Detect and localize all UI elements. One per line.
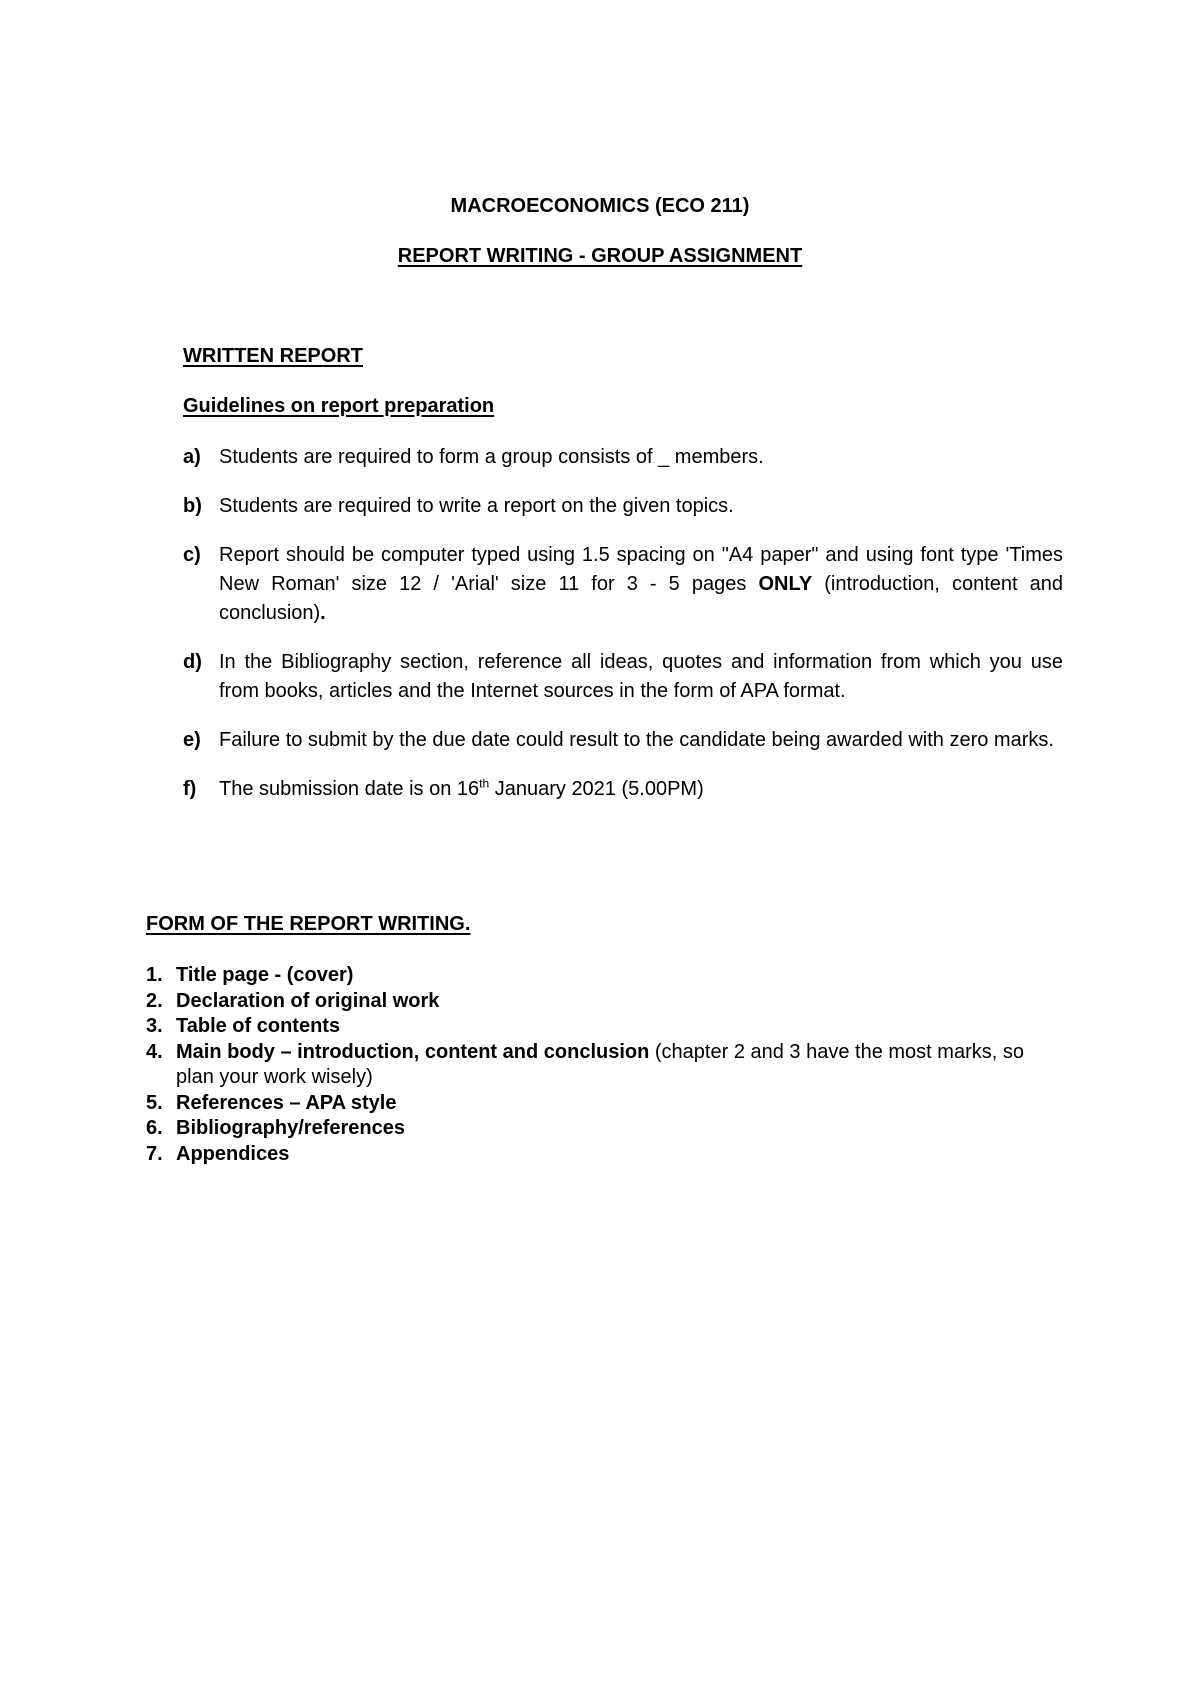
- guideline-label: a): [183, 446, 201, 468]
- guideline-item: [183, 492, 1063, 521]
- guideline-item: [183, 443, 1063, 472]
- form-item-number: 7.: [146, 1142, 163, 1165]
- guideline-item: [183, 541, 1063, 628]
- form-item-text: Appendices: [176, 1142, 290, 1165]
- form-item: [146, 963, 1046, 989]
- guideline-item: [183, 726, 1063, 755]
- guideline-text: Students are required to write a report on the given topics.: [219, 495, 734, 517]
- guideline-label: f): [183, 778, 197, 800]
- form-item-number: 6.: [146, 1117, 163, 1139]
- form-item: [146, 1091, 1046, 1117]
- form-heading: FORM OF THE REPORT WRITING.: [146, 913, 471, 935]
- guideline-text: In the Bibliography section, reference all ideas, quotes and information from which you use from books, articles and the Internet sources in the form of APA format.: [219, 651, 1063, 702]
- guideline-label: c): [183, 544, 201, 566]
- form-list: [146, 963, 1046, 1167]
- form-item: [146, 989, 1046, 1015]
- guidelines-heading: Guidelines on report preparation: [183, 395, 495, 417]
- guideline-text: Students are required to form a group consists of _ members.: [219, 446, 764, 468]
- form-item: [146, 1014, 1046, 1040]
- form-item-text: Title page - (cover): [176, 964, 354, 986]
- guidelines-list: [183, 443, 1063, 804]
- guideline-text: Failure to submit by the due date could result to the candidate being awarded with zero marks.: [219, 729, 1054, 751]
- form-item: [146, 1142, 1046, 1168]
- guideline-label: b): [183, 495, 202, 517]
- guideline-text: Report should be computer typed using 1.5 spacing on "A4 paper" and using font type 'Times New Roman' size 12 / 'Arial' size 11 for 3 - 5 pages ONLY (introduction, content and conclusion).: [219, 544, 1064, 624]
- guideline-item: [183, 648, 1063, 706]
- form-item-text: Declaration of original work: [176, 989, 440, 1012]
- form-item-number: 5.: [146, 1091, 163, 1114]
- form-item-number: 4.: [146, 1040, 163, 1063]
- form-item: [146, 1040, 1046, 1091]
- form-item-number: 1.: [146, 964, 163, 986]
- form-item: [146, 1116, 1046, 1142]
- form-item-number: 3.: [146, 1015, 163, 1037]
- guideline-item: [183, 775, 1063, 804]
- guideline-label: e): [183, 729, 201, 751]
- form-item-text: References – APA style: [176, 1091, 397, 1114]
- written-report-heading: WRITTEN REPORT: [183, 345, 363, 367]
- form-item-text: Main body – introduction, content and conclusion (chapter 2 and 3 have the most marks, so plan your work wisely): [176, 1040, 1024, 1088]
- form-item-text: Table of contents: [176, 1015, 341, 1037]
- guideline-text: The submission date is on 16th January 2021 (5.00PM): [219, 776, 704, 800]
- course-title: MACROECONOMICS (ECO 211): [450, 195, 750, 217]
- form-item-text: Bibliography/references: [176, 1117, 405, 1139]
- form-item-number: 2.: [146, 989, 163, 1012]
- guideline-label: d): [183, 651, 202, 673]
- assignment-title: REPORT WRITING - GROUP ASSIGNMENT: [397, 245, 803, 267]
